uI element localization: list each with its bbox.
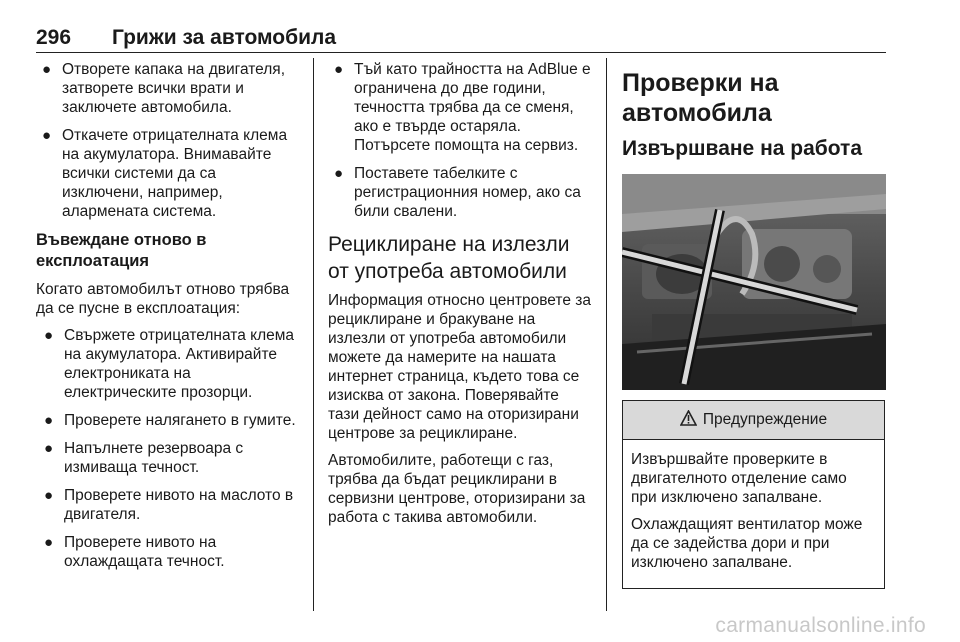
storage-steps-list [36, 60, 298, 221]
recommissioning-intro: Когато автомобилът отново трябва да се пусне в експлоатация: [36, 281, 290, 317]
recycling-paragraph-2: Автомобилите, работещи с газ, трябва да бъдат рециклирани в сервизни центрове, оторизирани за работа с такива автомобили. [328, 452, 586, 526]
performing-work-heading: Извършване на работа [622, 137, 863, 160]
engine-bay-illustration [622, 174, 886, 390]
warning-triangle-icon [680, 410, 697, 431]
storage-steps-list-continued [328, 60, 592, 221]
list-item: ● Поставете табелките с регистрационния номер, ако са били свалени. [334, 165, 581, 220]
page-title: Грижи за автомобила [112, 26, 337, 49]
column-3 [622, 60, 886, 589]
list-item: ● Свържете отрицателната клема на акумулатора. Активирайте електрониката на електрическите прозорци. [44, 327, 295, 401]
recycling-heading: Рециклиране на излезли от употреба автомобили [328, 233, 570, 283]
warning-body [623, 440, 884, 588]
engine-bay-photo [622, 174, 886, 390]
page-number: 296 [36, 26, 72, 49]
recommissioning-heading: Въвеждане отново в експлоатация [36, 231, 207, 270]
recommissioning-list [36, 326, 298, 571]
list-item: ● Проверете нивото на маслото в двигателя. [44, 487, 294, 523]
list-item: ● Проверете налягането в гумите. [44, 412, 296, 429]
list-item: ● Отворете капака на двигателя, затворете всички врати и заключете автомобила. [42, 61, 286, 116]
page-header [36, 22, 886, 52]
column-divider-2 [606, 58, 607, 611]
column-1 [36, 60, 298, 580]
warning-title: Предупреждение [702, 411, 828, 428]
recycling-paragraph-1: Информация относно центровете за рециклиране и бракуване на излезли от употреба автомобили можете да намерите на нашата интернет страница, където това се изисква от закона. Поверявайте тази дейност само на оторизирани центрове за рециклиране. [328, 292, 591, 442]
warning-header [623, 401, 884, 440]
list-item: ● Напълнете резервоара с измиваща течност. [44, 440, 244, 476]
warning-paragraph-1: Извършвайте проверките в двигателното отделение само при изключено запалване. [631, 451, 847, 506]
column-divider-1 [313, 58, 314, 611]
warning-box [622, 400, 885, 589]
list-item: ● Откачете отрицателната клема на акумулатора. Внимавайте всички системи да са изключени, например, алармената система. [42, 127, 288, 220]
header-divider [36, 52, 886, 53]
vehicle-checks-heading: Проверки на автомобила [622, 69, 779, 127]
column-2 [328, 60, 592, 527]
warning-paragraph-2: Охлаждащият вентилатор може да се задейства дори и при изключено запалване. [631, 516, 863, 571]
list-item: ● Проверете нивото на охлаждащата течност. [44, 534, 225, 570]
watermark: carmanualsonline.info [715, 614, 926, 637]
list-item: ● Тъй като трайността на AdBlue е ограничена до две години, течността трябва да се сменя, ако е твърде остаряла. Потърсете помощта на сервиз. [334, 61, 591, 154]
